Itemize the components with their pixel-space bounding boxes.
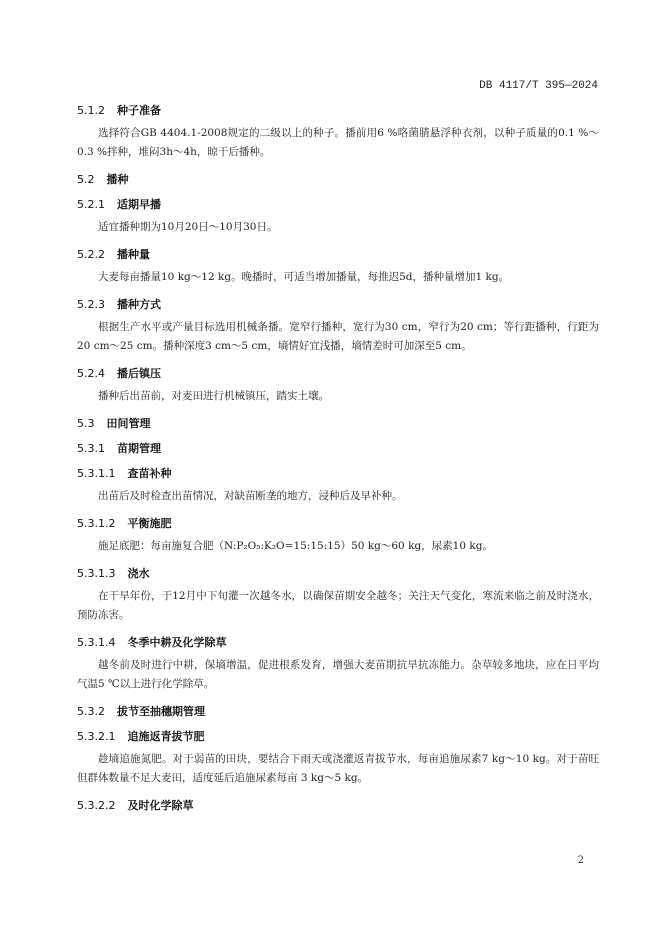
section-title: 播种量 xyxy=(117,248,150,261)
section-number: 5.2.2 xyxy=(77,248,105,261)
section-number: 5.1.2 xyxy=(77,104,105,117)
page-number: 2 xyxy=(577,855,584,866)
section-heading xyxy=(77,417,599,431)
document-code: DB 4117/T 395—2024 xyxy=(479,80,598,92)
section-heading xyxy=(77,730,599,744)
section-5-3-1-1 xyxy=(77,467,599,506)
section-5-2-4 xyxy=(77,367,599,406)
section-5-3-1 xyxy=(77,442,599,456)
section-number: 5.3.1.4 xyxy=(77,636,116,649)
section-5-2 xyxy=(77,173,599,187)
section-title: 追施返青拔节肥 xyxy=(127,730,205,743)
section-number: 5.2 xyxy=(77,173,95,186)
section-paragraph: 适宜播种期为10月20日～10月30日。 xyxy=(98,221,278,233)
section-paragraph: 出苗后及时检查出苗情况，对缺苗断垄的地方，浸种后及早补种。 xyxy=(98,490,403,502)
section-5-3-2 xyxy=(77,705,599,719)
section-5-2-2 xyxy=(77,248,599,287)
section-5-1-2 xyxy=(77,104,599,162)
section-number: 5.2.4 xyxy=(77,367,105,380)
section-paragraph: 大麦每亩播量10 kg～12 kg。晚播时，可适当增加播量，每推迟5d，播种量增加1 kg。 xyxy=(98,271,510,283)
section-paragraph: 在干旱年份，于12月中下旬灌一次越冬水，以确保苗期安全越冬；关注天气变化，寒流来临之前及时浇水，预防冻害。 xyxy=(77,590,599,621)
section-5-3-1-4 xyxy=(77,636,599,694)
section-heading xyxy=(77,567,599,581)
section-heading xyxy=(77,298,599,312)
section-number: 5.2.3 xyxy=(77,298,105,311)
section-heading xyxy=(77,248,599,262)
section-5-3-1-3 xyxy=(77,567,599,625)
section-number: 5.3.1.3 xyxy=(77,567,116,580)
section-paragraph: 趁墒追施氮肥。对于弱苗的田块，要结合下雨天或浇灌返青拔节水，每亩追施尿素7 kg～10 kg。对于苗旺但群体数量不足大麦田，适度延后追施尿素每亩 3 kg～5 kg。 xyxy=(77,753,599,784)
section-number: 5.3.2.1 xyxy=(77,730,116,743)
section-5-3 xyxy=(77,417,599,431)
section-number: 5.3.2.2 xyxy=(77,799,116,812)
section-number: 5.3 xyxy=(77,417,95,430)
section-heading xyxy=(77,799,599,813)
section-5-3-2-2 xyxy=(77,799,599,813)
section-title: 适期早播 xyxy=(117,198,161,211)
section-number: 5.3.1 xyxy=(77,442,105,455)
section-paragraph: 根据生产水平或产量目标选用机械条播。宽窄行播种，宽行为30 cm，窄行为20 cm；等行距播种，行距为20 cm～25 cm。播种深度3 cm～5 cm，墒情好宜浅播，墒情差时可加深至5 cm。 xyxy=(77,321,599,352)
section-5-3-2-1 xyxy=(77,730,599,788)
section-number: 5.3.1.2 xyxy=(77,517,116,530)
section-title: 拔节至抽穗期管理 xyxy=(117,705,205,718)
section-title: 苗期管理 xyxy=(117,442,161,455)
section-title: 冬季中耕及化学除草 xyxy=(127,636,227,649)
section-heading xyxy=(77,705,599,719)
section-paragraph: 选择符合GB 4404.1-2008规定的二级以上的种子。播前用6 %咯菌腈悬浮种衣剂，以种子质量的0.1 %～0.3 %拌种，堆闷3h～4h，晾干后播种。 xyxy=(77,127,599,158)
section-heading xyxy=(77,104,599,118)
section-heading xyxy=(77,636,599,650)
section-heading xyxy=(77,442,599,456)
section-heading xyxy=(77,173,599,187)
section-title: 播种 xyxy=(106,173,129,186)
section-heading xyxy=(77,517,599,531)
section-title: 平衡施肥 xyxy=(127,517,172,530)
section-title: 浇水 xyxy=(127,567,150,580)
section-title: 田间管理 xyxy=(106,417,151,430)
section-paragraph: 施足底肥：每亩施复合肥（N:P₂O₅:K₂O=15:15:15）50 kg～60 kg，尿素10 kg。 xyxy=(98,540,493,552)
section-title: 及时化学除草 xyxy=(127,799,194,812)
section-heading xyxy=(77,198,599,212)
section-title: 种子准备 xyxy=(117,104,161,117)
section-number: 5.2.1 xyxy=(77,198,105,211)
section-paragraph: 播种后出苗前，对麦田进行机械镇压，踏实土壤。 xyxy=(98,390,329,402)
section-heading xyxy=(77,467,599,481)
section-5-3-1-2 xyxy=(77,517,599,556)
section-heading xyxy=(77,367,599,381)
section-number: 5.3.1.1 xyxy=(77,467,116,480)
section-paragraph: 越冬前及时进行中耕，保墒增温，促进根系发育，增强大麦苗期抗旱抗冻能力。杂草较多地块，应在日平均气温5 ℃以上进行化学除草。 xyxy=(77,659,599,690)
section-title: 播后镇压 xyxy=(117,367,161,380)
section-title: 播种方式 xyxy=(117,298,161,311)
section-5-2-1 xyxy=(77,198,599,237)
section-5-2-3 xyxy=(77,298,599,356)
document-body xyxy=(77,104,599,824)
section-title: 查苗补种 xyxy=(127,467,172,480)
section-number: 5.3.2 xyxy=(77,705,105,718)
